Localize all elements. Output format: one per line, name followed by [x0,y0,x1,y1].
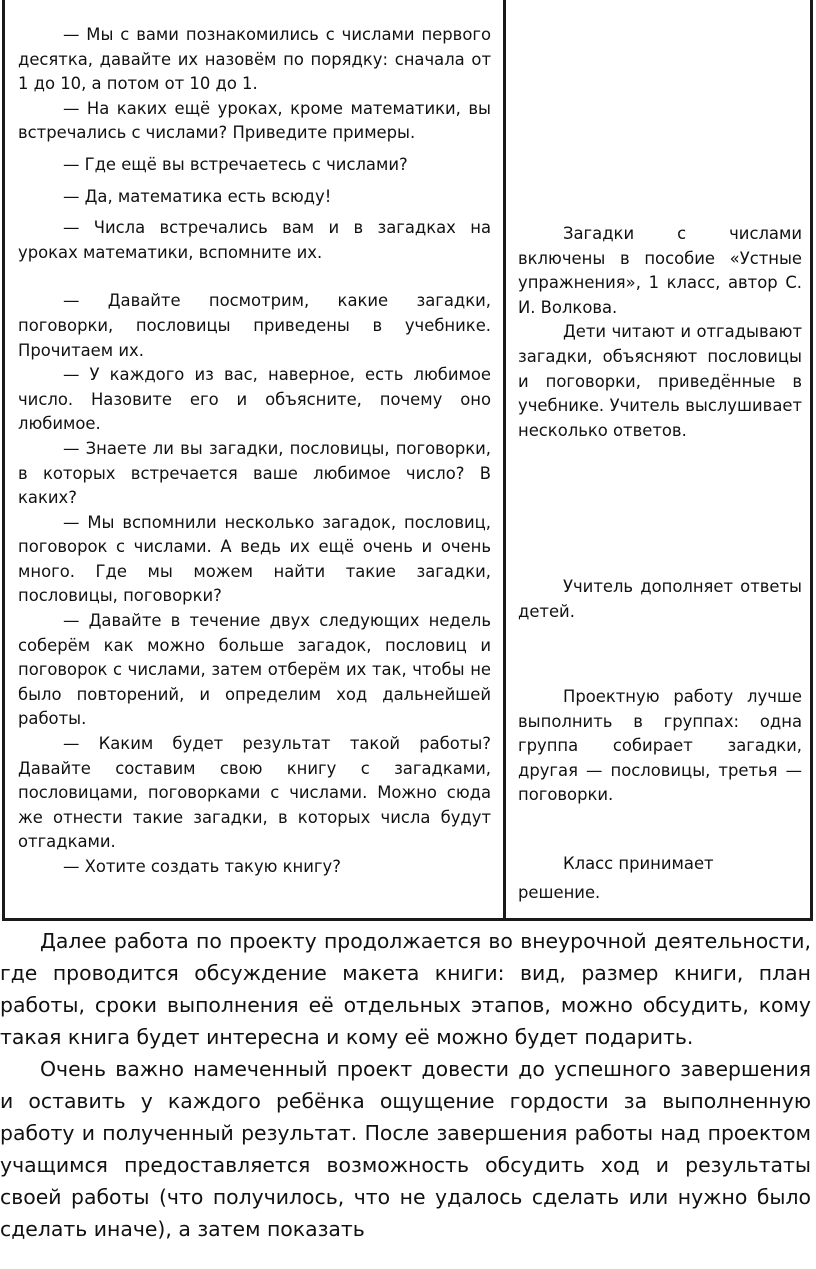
comment-text: Загадки с числами включены в пособие «Устные упражнения», 1 класс, автор С. И. Волкова. [518,224,802,317]
comment-block-groups [518,685,802,808]
teacher-line: — Каким будет результат такой работы? Давайте составим свою книгу с загадками, пословицами, поговорками с числами. Можно сюда же отнести такие загадки, в которых числа будут отгадками. [18,734,491,852]
teacher-line: — Хотите создать такую книгу? [63,857,341,876]
teacher-line: — Да, математика есть всюду! [63,186,332,206]
column-divider [503,0,506,918]
comment-text: Класс принимает [563,854,714,873]
teacher-line: — У каждого из вас, наверное, есть любимое число. Назовите его и объясните, почему оно любимое. [18,365,491,434]
teacher-line: — Мы вспомнили несколько загадок, пословиц, поговорок с числами. А ведь их ещё очень и очень много. Где мы можем найти такие загадки, пословицы, поговорки? [18,512,491,606]
teacher-line: — Давайте посмотрим, какие загадки, поговорки, пословицы приведены в учебнике. Прочитаем их. [18,291,491,360]
comment-text: Учитель дополняет ответы детей. [518,577,802,621]
comment-block-teacher [518,575,802,624]
lesson-table [2,0,813,921]
comment-block-decision [518,849,802,907]
teacher-speech-column [18,23,491,880]
comment-block-riddles [518,222,802,443]
teacher-line: — Числа встречались вам и в загадках на уроках математики, вспомните их. [18,218,491,262]
teacher-line: — Давайте в течение двух следующих недель соберём как можно больше загадок, пословиц и поговорок с числами, затем отберём их так, чтобы не было повторений, и определим ход дальнейшей работы. [18,611,491,729]
teacher-line: — На каких ещё уроках, кроме математики, вы встречались с числами? Приведите примеры. [18,98,491,143]
paragraph: Очень важно намеченный проект довести до успешного завершения и оставить у каждого ребёнка ощущение гордости за выполненную работу и полученный результат. После завершения работы над проектом учащимся предоставляется возможность обсудить ход и результаты своей работы (что получилось, что не удалось сделать или нужно было сделать иначе), а затем показать [0,1057,811,1241]
teacher-line: — Знаете ли вы загадки, пословицы, поговорки, в которых встречается ваше любимое число? В каких? [18,438,491,508]
comment-text: решение. [518,883,601,902]
teacher-line: — Мы с вами познакомились с числами первого десятка, давайте их назовём по порядку: сначала от 1 до 10, а потом от 10 до 1. [18,25,491,94]
comment-text: Дети читают и отгадывают загадки, объясняют пословицы и поговорки, приведённые в учебнике. Учитель выслушивает несколько ответов. [518,322,802,440]
comment-text: Проектную работу лучше выполнить в группах: одна группа собирает загадки, другая — пословицы, третья — поговорки. [518,687,802,805]
body-text [0,925,811,1245]
teacher-line: — Где ещё вы встречаетесь с числами? [63,154,408,174]
paragraph: Далее работа по проекту продолжается во внеурочной деятельности, где проводится обсуждение макета книги: вид, размер книги, план работы, сроки выполнения её отдельных этапов, можно обсудить, кому такая книга будет интересна и кому её можно будет подарить. [0,929,811,1049]
